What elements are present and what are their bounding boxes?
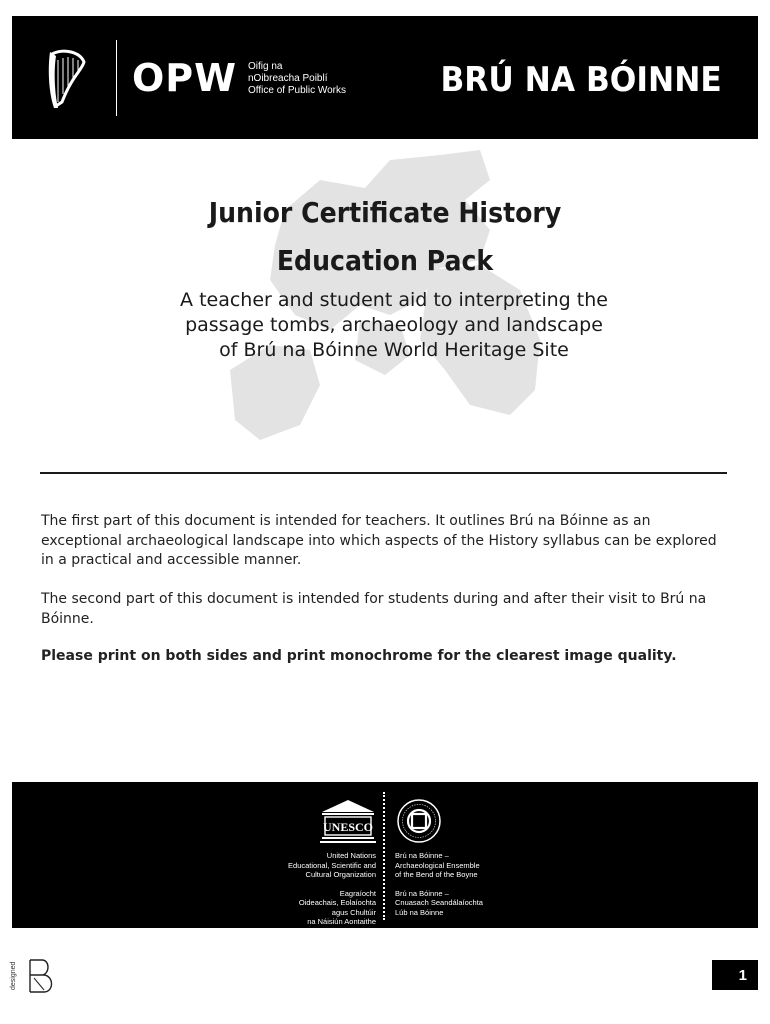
caption-line: Archaeological Ensemble [395, 860, 480, 870]
opw-logo: OPW [132, 56, 238, 100]
caption-line: Cnuasach Seandálaíochta [395, 898, 483, 907]
opw-name [248, 61, 346, 97]
footer-banner [12, 782, 758, 928]
harp-icon [42, 46, 88, 114]
page-number: 1 [712, 960, 758, 990]
subtitle-line: passage tombs, archaeology and landscape [185, 314, 603, 336]
caption-line: Brú na Bóinne – [395, 851, 449, 860]
caption-block [236, 889, 376, 927]
world-heritage-emblem-icon [396, 798, 442, 844]
subtitle-line: of Brú na Bóinne World Heritage Site [219, 339, 569, 361]
subtitle-line: A teacher and student aid to interpreting the [180, 289, 608, 311]
footer-divider [383, 792, 385, 920]
document-subtitle [120, 288, 668, 363]
opw-name-line: nOibreacha Poiblí [248, 73, 328, 84]
caption-block [395, 851, 535, 880]
designer-logo-icon [16, 958, 56, 994]
intro-paragraph: The second part of this document is intended for students during and after their visit to Brú na Bóinne. [41, 591, 707, 627]
caption-line: United Nations [326, 851, 376, 860]
caption-block [236, 851, 376, 880]
caption-line: agus Chultúir [331, 907, 376, 917]
caption-line: of the Bend of the Boyne [395, 870, 478, 879]
horizontal-rule [40, 472, 727, 474]
caption-line: Educational, Scientific and [288, 860, 376, 870]
opw-name-line: Oifig na [248, 61, 283, 72]
document-title: Education Pack [276, 244, 494, 277]
caption-line: Oideachais, Eolaíochta [298, 898, 376, 907]
caption-line: Cultural Organization [305, 870, 376, 879]
site-title: BRÚ NA BÓINNE [440, 60, 722, 100]
unesco-caption [236, 851, 376, 927]
unesco-temple-icon [318, 798, 378, 844]
caption-block [395, 889, 535, 918]
unesco-wordmark: UNESCO [322, 820, 374, 834]
header-divider [116, 40, 117, 116]
opw-name-line: Office of Public Works [248, 85, 346, 96]
print-note: Please print on both sides and print monochrome for the clearest image quality. [41, 648, 677, 664]
caption-line: Eagraíocht [339, 888, 376, 898]
heritage-site-caption [395, 851, 535, 917]
document-title: Junior Certificate History [208, 196, 562, 229]
header-banner [12, 16, 758, 139]
caption-line: Lúb na Bóinne [395, 907, 444, 917]
caption-line: na Náisiún Aontaithe [307, 917, 376, 926]
caption-line: Brú na Bóinne – [395, 888, 449, 898]
intro-paragraph: The first part of this document is intended for teachers. It outlines Brú na Bóinne as an exceptional archaeological landscape into which aspects of the History syllabus can be explored in a practical and accessible manner. [41, 513, 717, 568]
designer-label: designed [10, 961, 17, 990]
